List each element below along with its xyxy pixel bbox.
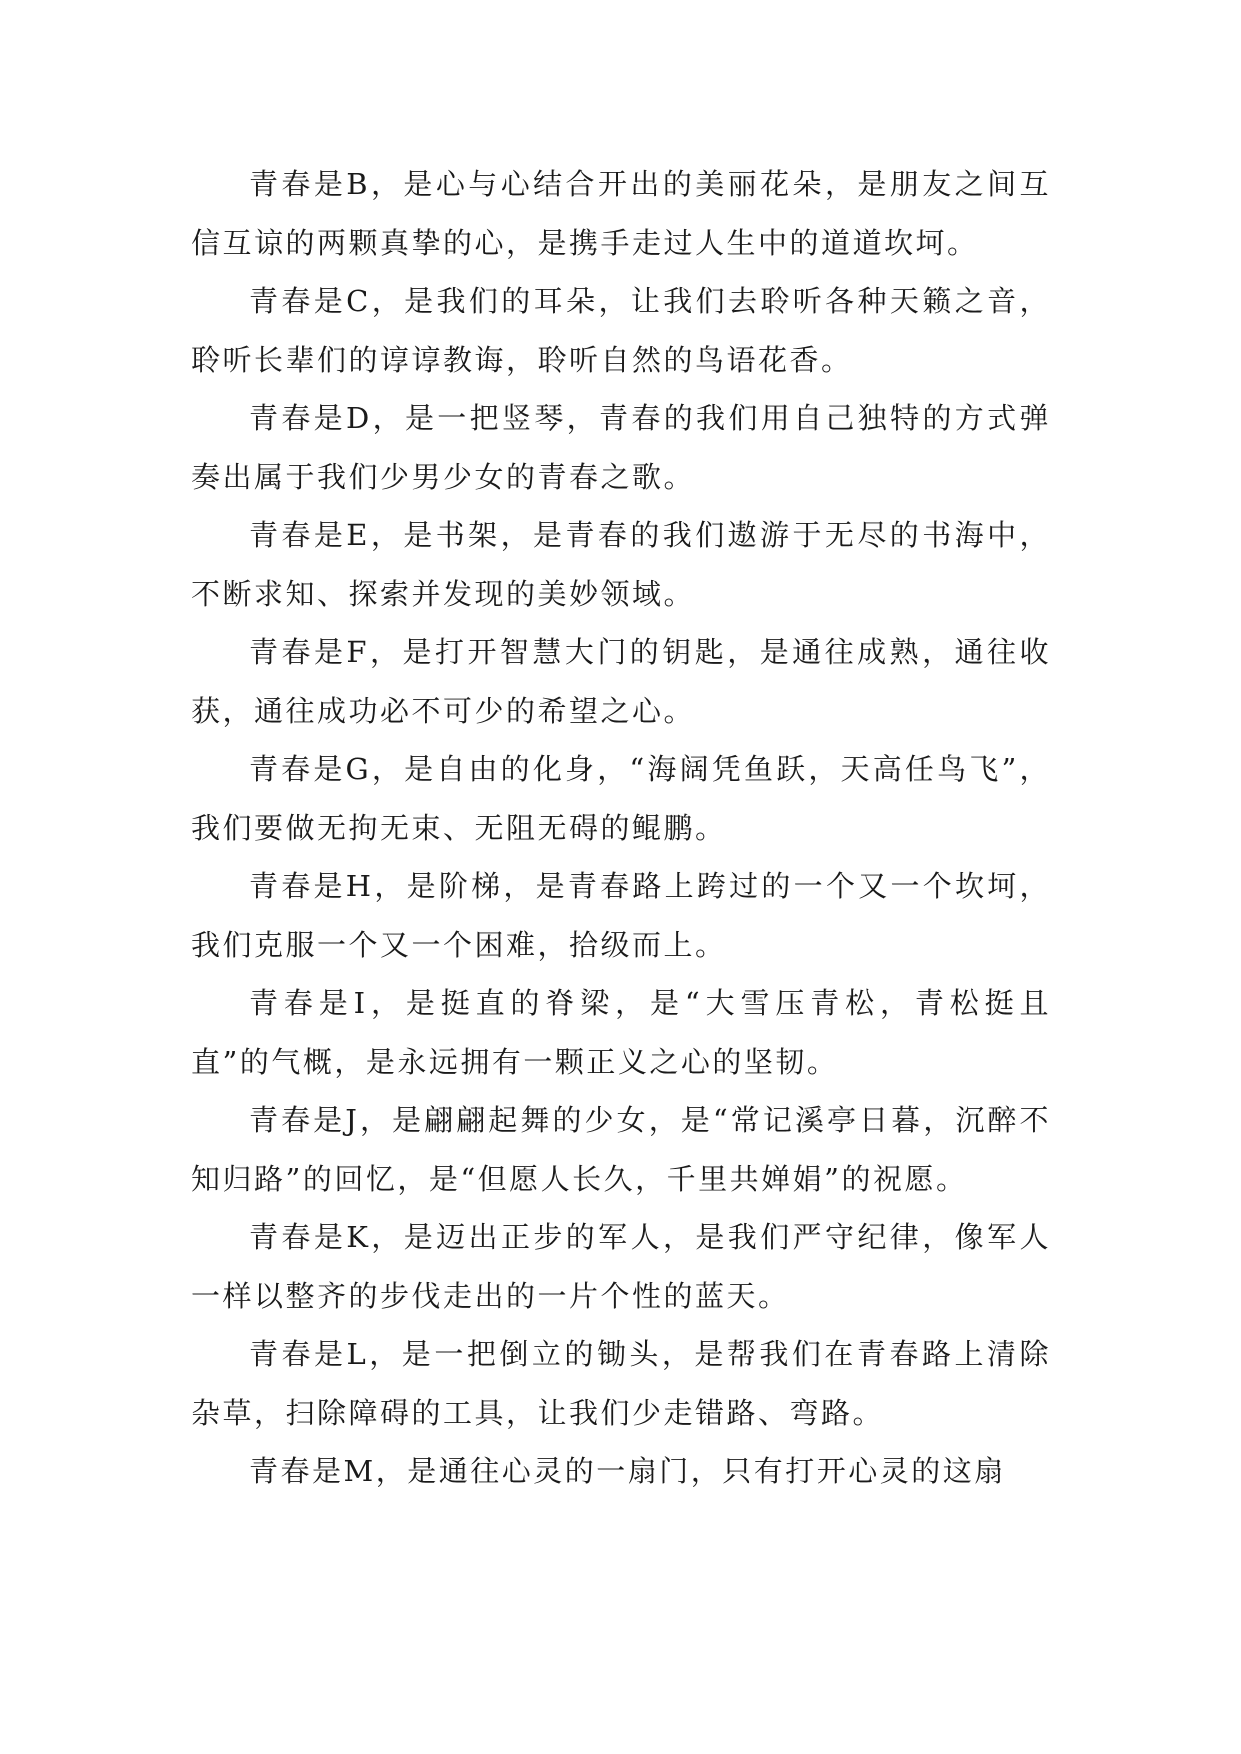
paragraph-l: 青春是L，是一把倒立的锄头，是帮我们在青春路上清除杂草，扫除障碍的工具，让我们少走错路、弯路。 <box>191 1337 1051 1430</box>
paragraph-g: 青春是G，是自由的化身，“海阔凭鱼跃，天高任鸟飞”，我们要做无拘无束、无阻无碍的鲲鹏。 <box>191 752 1051 845</box>
paragraph-c: 青春是C，是我们的耳朵，让我们去聆听各种天籁之音，聆听长辈们的谆谆教诲，聆听自然的鸟语花香。 <box>191 284 1051 377</box>
paragraph-d: 青春是D，是一把竖琴，青春的我们用自己独特的方式弹奏出属于我们少男少女的青春之歌。 <box>191 401 1051 494</box>
paragraph-m: 青春是M，是通往心灵的一扇门，只有打开心灵的这扇 <box>249 1454 1006 1488</box>
paragraph-e: 青春是E，是书架，是青春的我们遨游于无尽的书海中，不断求知、探索并发现的美妙领域。 <box>191 518 1051 611</box>
paragraph-b: 青春是B，是心与心结合开出的美丽花朵，是朋友之间互信互谅的两颗真挚的心，是携手走过人生中的道道坎坷。 <box>191 167 1051 260</box>
paragraph-i: 青春是I，是挺直的脊梁，是“大雪压青松，青松挺且直”的气概，是永远拥有一颗正义之心的坚韧。 <box>191 986 1051 1079</box>
paragraph-h: 青春是H，是阶梯，是青春路上跨过的一个又一个坎坷，我们克服一个又一个困难，拾级而上。 <box>191 869 1051 962</box>
paragraph-j: 青春是J，是翩翩起舞的少女，是“常记溪亭日暮，沉醉不知归路”的回忆，是“但愿人长久，千里共婵娟”的祝愿。 <box>191 1103 1051 1196</box>
document-page <box>191 155 1051 1501</box>
paragraph-f: 青春是F，是打开智慧大门的钥匙，是通往成熟，通往收获，通往成功必不可少的希望之心。 <box>191 635 1051 728</box>
paragraph-k: 青春是K，是迈出正步的军人，是我们严守纪律，像军人一样以整齐的步伐走出的一片个性的蓝天。 <box>191 1220 1051 1313</box>
